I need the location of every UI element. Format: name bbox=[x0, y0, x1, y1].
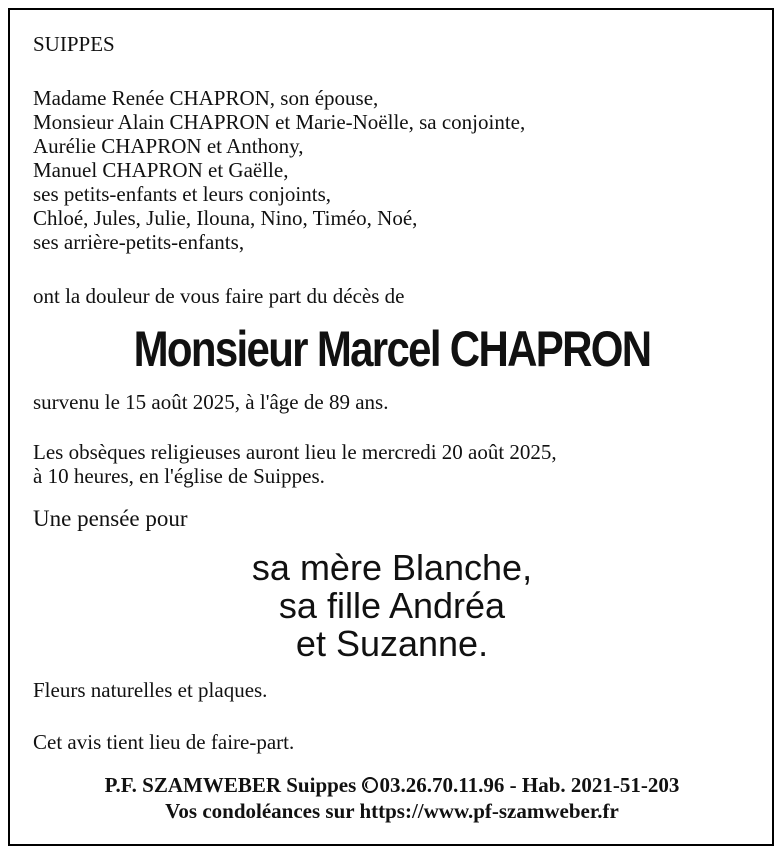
tribute-line: et Suzanne. bbox=[295, 623, 489, 664]
family-line: Manuel CHAPRON et Gaëlle, bbox=[33, 158, 289, 182]
tribute-line: sa mère Blanche, bbox=[251, 547, 533, 588]
deceased-name: Monsieur Marcel CHAPRON bbox=[133, 321, 651, 377]
tribute-line: sa fille Andréa bbox=[278, 585, 506, 626]
death-details: survenu le 15 août 2025, à l'âge de 89 ans. bbox=[33, 390, 389, 414]
funeral-line: Les obsèques religieuses auront lieu le mercredi 20 août 2025, bbox=[33, 440, 557, 464]
footer-contact-line bbox=[0, 773, 784, 798]
family-line: ses arrière-petits-enfants, bbox=[33, 230, 245, 254]
tribute-block bbox=[0, 549, 784, 663]
family-line: Monsieur Alain CHAPRON et Marie-Noëlle, sa conjointe, bbox=[33, 110, 526, 134]
phone-number: 03.26.70.11.96 - Hab. 2021-51-203 bbox=[379, 773, 680, 797]
funeral-line: à 10 heures, en l'église de Suippes. bbox=[33, 464, 325, 488]
announcement-text: ont la douleur de vous faire part du décès de bbox=[33, 284, 405, 308]
town-name: SUIPPES bbox=[33, 32, 115, 56]
family-line: ses petits-enfants et leurs conjoints, bbox=[33, 182, 332, 206]
family-line: Madame Renée CHAPRON, son épouse, bbox=[33, 86, 379, 110]
notice-note: Cet avis tient lieu de faire-part. bbox=[33, 730, 295, 754]
phone-icon bbox=[362, 777, 378, 793]
condolences-link[interactable]: Vos condoléances sur https://www.pf-szamweber.fr bbox=[165, 799, 619, 823]
family-line: Chloé, Jules, Julie, Ilouna, Nino, Timéo, Noé, bbox=[33, 206, 418, 230]
funeral-home-name: P.F. SZAMWEBER Suippes bbox=[104, 773, 357, 797]
thought-intro: Une pensée pour bbox=[33, 506, 188, 531]
family-line: Aurélie CHAPRON et Anthony, bbox=[33, 134, 304, 158]
flowers-note: Fleurs naturelles et plaques. bbox=[33, 678, 268, 702]
